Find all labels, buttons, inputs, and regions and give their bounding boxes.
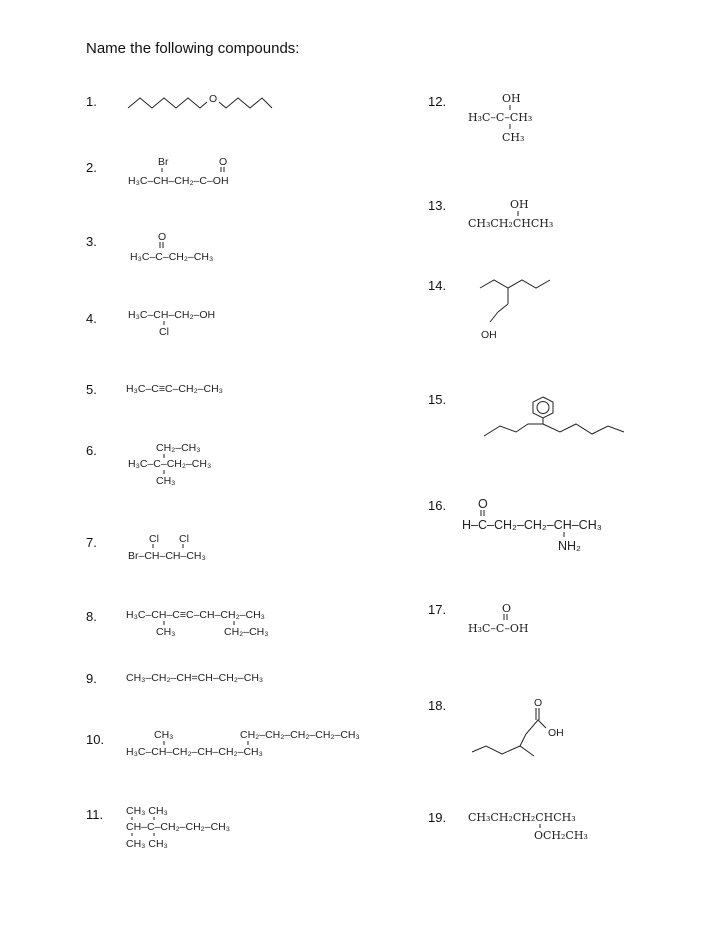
main-chain-label: CH₃–CH₂–CH=CH–CH₂–CH₃: [126, 672, 264, 684]
question-number-18: 18.: [428, 698, 447, 713]
main-chain-label: H₃C–CH–C≡C–CH–CH₂–CH₃: [126, 609, 265, 621]
question-number-16: 16.: [428, 498, 447, 513]
compound-19-structure: [466, 808, 606, 848]
main-chain-label: H₃C–C–OH: [468, 622, 529, 635]
question-number-17: 17.: [428, 602, 447, 617]
compound-2-structure: [126, 154, 286, 190]
question-number-14: 14.: [428, 278, 447, 293]
oxygen-label: O: [219, 156, 228, 168]
top-methyls-label: CH₃ CH₃: [126, 805, 168, 817]
methyl-label: CH₃: [154, 729, 174, 741]
ethyl-branch-label: CH₂–CH₃: [156, 442, 201, 454]
methyl-label: CH₃: [156, 626, 176, 638]
compound-18-chain: [520, 720, 546, 746]
bond: [490, 312, 498, 322]
compound-7-structure: [126, 530, 276, 566]
compound-6-structure: [126, 438, 276, 488]
main-chain-label: H₃C–CH–CH₂–C–OH: [128, 175, 229, 187]
question-number-15: 15.: [428, 392, 447, 407]
main-chain-label: H₃C–CH–CH₂–OH: [128, 309, 216, 321]
compound-18-structure: [466, 694, 586, 766]
main-chain-label: CH–C–CH₂–CH₂–CH₃: [126, 821, 231, 833]
compound-18-chain-2: [472, 746, 534, 756]
main-chain-label: CH₃CH₂CHCH₃: [468, 217, 554, 230]
compound-9-structure: [124, 667, 344, 687]
bottom-methyls-label: CH₃ CH₃: [126, 838, 168, 850]
compound-16-structure: [460, 494, 630, 558]
chloro-label: Cl: [149, 533, 159, 545]
compound-11-structure: [124, 802, 284, 854]
main-chain-label: H₃C–C–CH₂–CH₃: [130, 251, 214, 263]
amino-label: NH₂: [558, 539, 581, 553]
question-number-12: 12.: [428, 94, 447, 109]
compound-1-structure: [120, 88, 280, 118]
question-number-11: 11.: [86, 807, 104, 822]
compound-5-structure: [124, 378, 284, 398]
hydroxyl-label: OH: [510, 198, 529, 211]
compound-15-structure: [478, 392, 638, 442]
oxygen-label: O: [502, 602, 512, 615]
chloro-label: Cl: [159, 326, 169, 338]
compound-4-structure: [126, 304, 276, 340]
benzene-ring-icon: [533, 397, 553, 418]
bromo-label: Br: [158, 156, 169, 168]
compound-3-structure: [128, 228, 278, 268]
compound-10-structure: [124, 726, 374, 762]
compound-13-structure: [466, 196, 586, 236]
question-number-4: 4.: [86, 311, 97, 326]
ethoxy-label: OCH₂CH₃: [534, 829, 588, 842]
question-number-1: 1.: [86, 94, 97, 109]
oxygen-label: O: [534, 697, 543, 709]
question-number-13: 13.: [428, 198, 447, 213]
question-number-6: 6.: [86, 443, 97, 458]
pentyl-branch-label: CH₂–CH₂–CH₂–CH₂–CH₃: [240, 729, 360, 741]
hydroxyl-label: OH: [481, 329, 497, 341]
question-number-3: 3.: [86, 234, 97, 249]
ethyl-branch-label: CH₂–CH₃: [224, 626, 269, 638]
chloro-label-2: Cl: [179, 533, 189, 545]
oxygen-label: O: [478, 497, 488, 511]
compound-14-structure: [476, 270, 586, 350]
compound-1-chain-2: [219, 98, 272, 108]
compound-12-structure: [466, 90, 586, 148]
oxygen-label: O: [158, 231, 167, 243]
oxygen-label: O: [209, 93, 218, 105]
compound-15-chain: [484, 424, 624, 436]
compound-8-structure: [124, 604, 364, 644]
methyl-label: CH₃: [502, 131, 525, 144]
question-number-19: 19.: [428, 810, 447, 825]
benzene-ring-icon: [537, 402, 549, 414]
hydroxyl-label: OH: [502, 92, 521, 105]
main-chain-label: H₃C–CH–CH₂–CH–CH₂–CH₃: [126, 746, 263, 758]
compound-14-chain: [480, 280, 550, 288]
question-number-10: 10.: [86, 732, 105, 747]
compound-1-chain: [128, 98, 207, 108]
main-chain-label: H–C–CH₂–CH₂–CH–CH₃: [462, 518, 602, 532]
page-title: Name the following compounds:: [86, 40, 300, 57]
main-chain-label: H₃C–C≡C–CH₂–CH₃: [126, 383, 223, 395]
main-chain-label: CH₃CH₂CH₂CHCH₃: [468, 811, 576, 824]
main-chain-label: H₃C–C–CH₂–CH₃: [128, 458, 212, 470]
main-chain-label: Br–CH–CH–CH₃: [128, 550, 206, 562]
hydroxyl-label: OH: [548, 727, 564, 739]
main-chain-label: H₃C–C–CH₃: [468, 111, 533, 124]
bond: [498, 304, 508, 312]
question-number-2: 2.: [86, 160, 97, 175]
question-number-5: 5.: [86, 382, 97, 397]
question-number-7: 7.: [86, 535, 97, 550]
compound-17-structure: [466, 602, 576, 642]
methyl-label: CH₃: [156, 475, 176, 487]
question-number-8: 8.: [86, 609, 97, 624]
question-number-9: 9.: [86, 671, 97, 686]
